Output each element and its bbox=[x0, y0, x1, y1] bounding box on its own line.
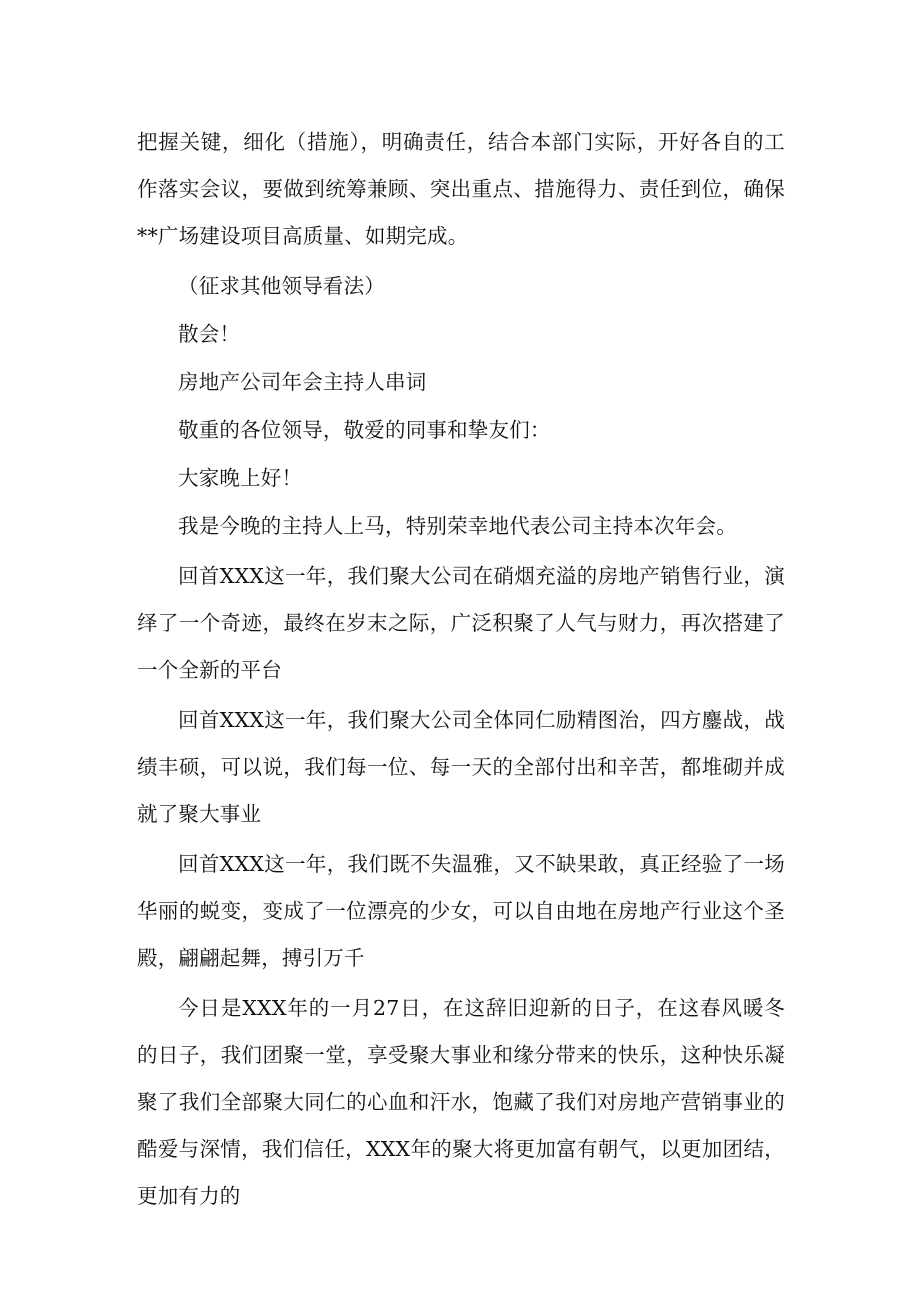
paragraph-measures: 把握关键，细化（措施），明确责任，结合本部门实际，开好各自的工作落实会议，要做到统筹兼顾、突出重点、措施得力、责任到位，确保**广场建设项目高质量、如期完成。 bbox=[137, 130, 785, 248]
paragraph-salutation: 敬重的各位领导，敬爱的同事和挚友们： bbox=[178, 418, 551, 442]
paragraph-today: 今日是XXX年的一月27日，在这辞旧迎新的日子，在这春风暖冬的日子，我们团聚一堂，享受聚大事业和缘分带来的快乐，这种快乐凝聚了我们全部聚大同仁的心血和汗水，饱藏了我们对房地产营销事业的酷爱与深情，我们信任，XXX年的聚大将更加富有朝气，以更加团结，更加有力的 bbox=[137, 996, 785, 1208]
paragraph-consult-leaders: （征求其他领导看法） bbox=[178, 274, 385, 298]
paragraph-review-2: 回首XXX这一年，我们聚大公司全体同仁励精图治，四方鏖战，战绩丰硕，可以说，我们每一位、每一天的全部付出和辛苦，都堆砌并成就了聚大事业 bbox=[137, 708, 785, 826]
paragraph-greeting: 大家晚上好！ bbox=[178, 466, 303, 490]
paragraph-review-3: 回首XXX这一年，我们既不失温雅，又不缺果敢，真正经验了一场华丽的蜕变，变成了一位漂亮的少女，可以自由地在房地产行业这个圣殿，翩翩起舞，搏引万千 bbox=[137, 852, 785, 970]
paragraph-host-intro: 我是今晚的主持人上马，特别荣幸地代表公司主持本次年会。 bbox=[178, 514, 737, 538]
document-body bbox=[137, 119, 785, 1223]
paragraph-review-1: 回首XXX这一年，我们聚大公司在硝烟充溢的房地产销售行业，演绎了一个奇迹，最终在岁末之际，广泛积聚了人气与财力，再次搭建了一个全新的平台 bbox=[137, 564, 785, 682]
section-title: 房地产公司年会主持人串词 bbox=[178, 370, 427, 394]
paragraph-adjourn: 散会！ bbox=[178, 322, 241, 346]
